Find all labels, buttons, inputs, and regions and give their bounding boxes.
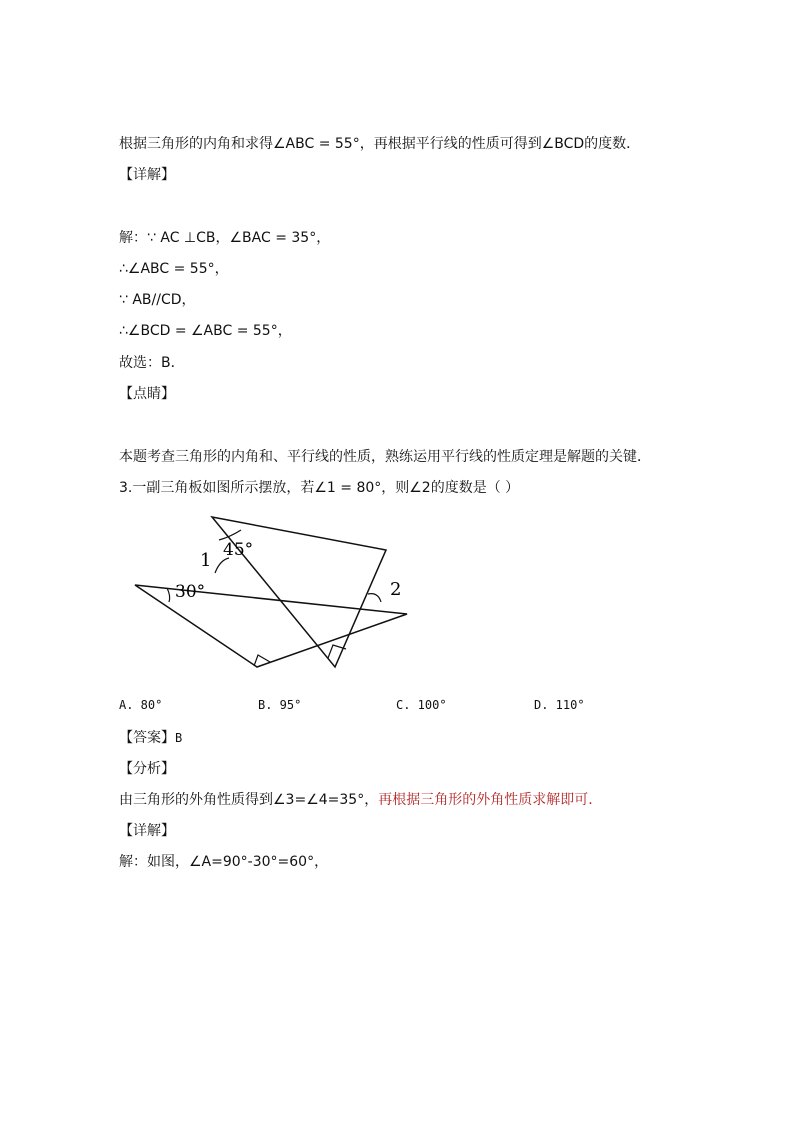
solution-line-3: ∵ AB//CD， <box>119 292 196 308</box>
solution2-line-1: 解：如图，∠A=90°-30°=60°， <box>119 854 329 870</box>
option-b: B. 95° <box>258 698 302 712</box>
solution-line-1: 解：∵ AC ⊥CB，∠BAC = 35°， <box>119 230 331 246</box>
option-c: C. 100° <box>396 698 447 712</box>
answer-tag: 【答案】 <box>119 730 175 746</box>
arc-1 <box>215 558 229 573</box>
label-angle-1: 1 <box>200 550 212 571</box>
answer-line <box>119 729 182 747</box>
option-d: D. 110° <box>534 698 585 712</box>
question-3: 3.一副三角板如图所示摆放，若∠1 = 80°，则∠2的度数是（ ） <box>119 480 520 496</box>
right-angle-marker-b <box>254 655 270 666</box>
arc-30 <box>167 588 170 602</box>
detail-tag-1: 【详解】 <box>119 167 175 183</box>
detail-tag-2: 【详解】 <box>119 823 175 839</box>
analysis2-line <box>119 791 593 809</box>
label-30: 30° <box>175 582 206 602</box>
comment-tag: 【点睛】 <box>119 386 175 402</box>
triangle-figure <box>130 510 420 675</box>
analysis-text: 根据三角形的内角和求得∠ABC = 55°，再根据平行线的性质可得到∠BCD的度数． <box>119 136 641 152</box>
answer-value: B <box>175 731 183 745</box>
analysis2-black: 由三角形的外角性质得到∠3=∠4=35°， <box>119 792 379 808</box>
label-angle-2: 2 <box>390 579 402 600</box>
analysis-tag: 【分析】 <box>119 761 175 777</box>
solution-line-5: 故选：B． <box>119 355 185 371</box>
solution-line-4: ∴∠BCD = ∠ABC = 55°， <box>119 323 292 339</box>
arc-2 <box>368 594 381 602</box>
solution-line-2: ∴∠ABC = 55°， <box>119 261 229 277</box>
option-a: A. 80° <box>119 698 163 712</box>
comment-text: 本题考查三角形的内角和、平行线的性质，熟练运用平行线的性质定理是解题的关键． <box>119 449 651 465</box>
analysis2-red: 再根据三角形的外角性质求解即可. <box>378 792 593 808</box>
label-45: 45° <box>223 540 254 560</box>
